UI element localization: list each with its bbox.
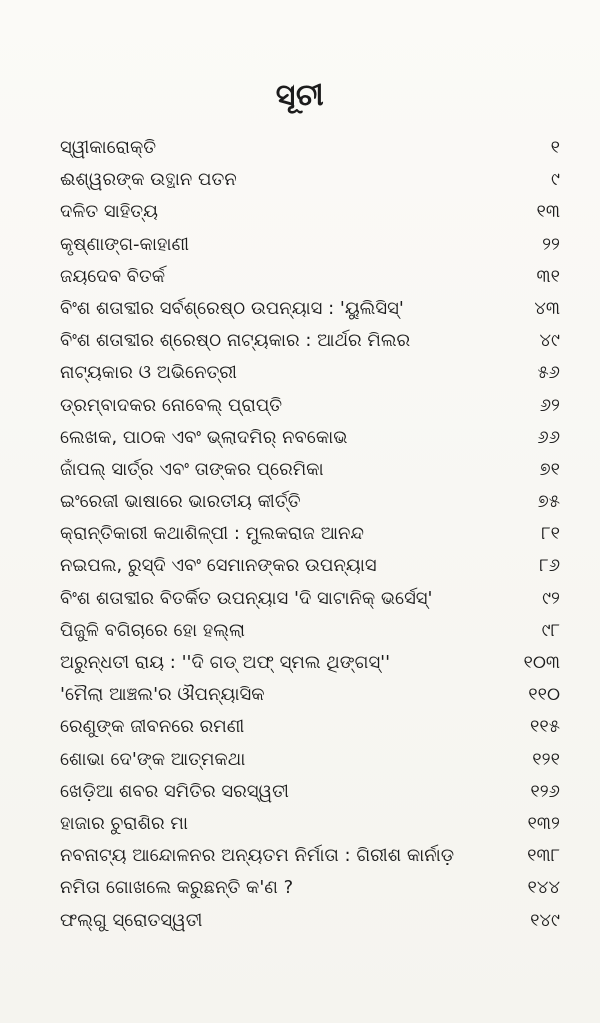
toc-entry	[60, 550, 560, 582]
toc-entry-title: ନବନାଟ୍ୟ ଆନ୍ଦୋଳନର ଅନ୍ୟତମ ନିର୍ମାତା : ଗିରୀଶ କାର୍ନାଡ଼	[60, 845, 455, 867]
toc-entry	[60, 615, 560, 647]
toc-entry-title: ଡ୍ରମ୍‌ବାଦକର ନୋବେଲ୍ ପ୍ରାପ୍ତି	[60, 394, 283, 416]
toc-entry	[60, 164, 560, 196]
toc-entry	[60, 518, 560, 550]
toc-entry-page-number: ୧୦୩	[523, 652, 560, 673]
toc-entry-title: 'ମୈଲା ଆଞ୍ଚଲ'ର ଔପନ୍ୟାସିକ	[60, 684, 265, 706]
table-of-contents	[60, 132, 560, 937]
toc-entry-page-number: ୮୧	[541, 523, 560, 545]
toc-entry-title: ହାଜାର ଚୁରାଶିର ମା	[60, 812, 188, 834]
toc-entry-page-number: ୧୩	[536, 201, 560, 223]
toc-entry	[60, 357, 560, 389]
toc-entry-title: ନଇପଲ, ରୁସ୍‌ଦି ଏବଂ ସେମାନଙ୍କର ଉପନ୍ୟାସ	[60, 555, 377, 577]
toc-entry-title: ବିଂଶ ଶତାବ୍ଦୀର ସର୍ବଶ୍ରେଷ୍ଠ ଉପନ୍ୟାସ : 'ୟୁଲିସିସ୍'	[60, 297, 404, 319]
toc-entry	[60, 390, 560, 422]
toc-entry	[60, 422, 560, 454]
toc-entry-page-number: ୮୬	[539, 555, 560, 577]
toc-entry	[60, 647, 560, 679]
toc-entry	[60, 711, 560, 743]
toc-entry	[60, 229, 560, 261]
toc-entry-page-number: ୭୧	[539, 458, 560, 480]
toc-entry-page-number: ୩୧	[536, 265, 560, 287]
toc-entry-page-number: ୧୩୮	[527, 845, 560, 867]
toc-entry	[60, 808, 560, 840]
toc-entry-page-number: ୬୨	[539, 394, 560, 416]
toc-entry	[60, 776, 560, 808]
toc-entry-title: ଜୟଦେବ ବିତର୍କ	[60, 265, 166, 287]
toc-entry	[60, 132, 560, 164]
toc-entry-title: ଦଳିତ ସାହିତ୍ୟ	[60, 201, 158, 223]
toc-entry-title: ଶୋଭା ଦେ'ଙ୍କ ଆତ୍ମକଥା	[60, 748, 246, 770]
toc-entry-page-number: ୧୨୬	[530, 780, 560, 802]
toc-entry-page-number: ୯୮	[541, 619, 560, 641]
toc-entry-title: ଈଶ୍ୱରଙ୍କ ଉତ୍ଥାନ ପତନ	[60, 169, 237, 191]
toc-entry-page-number: ୧	[550, 137, 560, 158]
toc-entry-page-number: ୬୬	[537, 426, 560, 448]
toc-entry-page-number: ୧୧୫	[530, 716, 560, 738]
toc-entry-title: କୃଷ୍ଣାଙ୍ଗ-କାହାଣୀ	[60, 233, 190, 255]
toc-entry-title: ରେଣୁଙ୍କ ଜୀବନରେ ରମଣୀ	[60, 716, 245, 738]
toc-entry-title: ଖେଡ଼ିଆ ଶବର ସମିତିର ସରସ୍ୱତୀ	[60, 780, 289, 802]
toc-entry-page-number: ୪୩	[534, 297, 560, 319]
toc-entry	[60, 261, 560, 293]
toc-entry-page-number: ୪୯	[539, 330, 560, 352]
toc-entry	[60, 486, 560, 518]
toc-entry	[60, 679, 560, 711]
toc-entry-page-number: ୧୩୨	[527, 812, 560, 834]
toc-entry	[60, 905, 560, 937]
toc-entry-page-number: ୯୨	[542, 587, 560, 609]
toc-entry	[60, 325, 560, 357]
toc-entry-page-number: ୧୨୧	[532, 748, 560, 770]
toc-entry-page-number: ୯	[551, 169, 560, 191]
toc-entry	[60, 744, 560, 776]
toc-entry	[60, 583, 560, 615]
toc-entry-page-number: ୭୫	[537, 491, 560, 513]
page-title: ସୂଚୀ	[275, 78, 325, 113]
toc-entry-title: ନମିତା ଗୋଖଲେ କରୁଛନ୍ତି କ'ଣ ?	[60, 877, 294, 899]
toc-entry	[60, 454, 560, 486]
toc-entry	[60, 872, 560, 904]
toc-entry-title: ନାଟ୍ୟକାର ଓ ଅଭିନେତ୍ରୀ	[60, 362, 237, 384]
toc-entry	[60, 293, 560, 325]
toc-entry-page-number: ୫୬	[537, 362, 560, 384]
toc-entry-title: ବିଂଶ ଶତାବ୍ଦୀର ଶ୍ରେଷ୍ଠ ନାଟ୍ୟକାର : ଆର୍ଥର ମିଲର	[60, 330, 411, 352]
toc-entry-page-number: ୧୧୦	[528, 684, 560, 706]
toc-entry-title: କ୍ରାନ୍ତିକାରୀ କଥାଶିଳ୍ପୀ : ମୁଲକରାଜ ଆନନ୍ଦ	[60, 523, 364, 545]
toc-entry	[60, 840, 560, 872]
toc-entry-title: ଇଂରେଜୀ ଭାଷାରେ ଭାରତୀୟ କୀର୍ତ୍ତି	[60, 491, 301, 513]
toc-entry	[60, 196, 560, 228]
toc-entry-title: ସ୍ୱୀକାରୋକ୍ତି	[60, 137, 157, 158]
toc-entry-page-number: ୧୪୯	[530, 909, 560, 931]
toc-entry-page-number: ୨୨	[542, 233, 560, 255]
toc-entry-title: ଲେଖକ, ପାଠକ ଏବଂ ଭ୍ଲାଦମିର୍ ନବକୋଭ	[60, 426, 348, 448]
toc-entry-title: ଜାଁପଲ୍ ସାର୍ତ୍ର ଏବଂ ତାଙ୍କର ପ୍ରେମିକା	[60, 458, 324, 480]
toc-entry-title: ପିଜୁଳି ବଗିଚାରେ ହୋ ହଲ୍ଲା	[60, 619, 245, 641]
toc-entry-page-number: ୧୪୪	[527, 877, 560, 899]
toc-entry-title: ବିଂଶ ଶତାବ୍ଦୀର ବିତର୍କିତ ଉପନ୍ୟାସ 'ଦି ସାଟାନିକ୍ ଭର୍ସେସ୍'	[60, 587, 433, 609]
toc-entry-title: ଫଲ୍ଗୁ ସ୍ରୋତସ୍ୱତୀ	[60, 909, 203, 931]
toc-entry-title: ଅରୁନ୍ଧତୀ ରାୟ : ''ଦି ଗଡ୍ ଅଫ୍ ସ୍ମଲ ଥିଙ୍ଗସ୍''	[60, 652, 391, 673]
